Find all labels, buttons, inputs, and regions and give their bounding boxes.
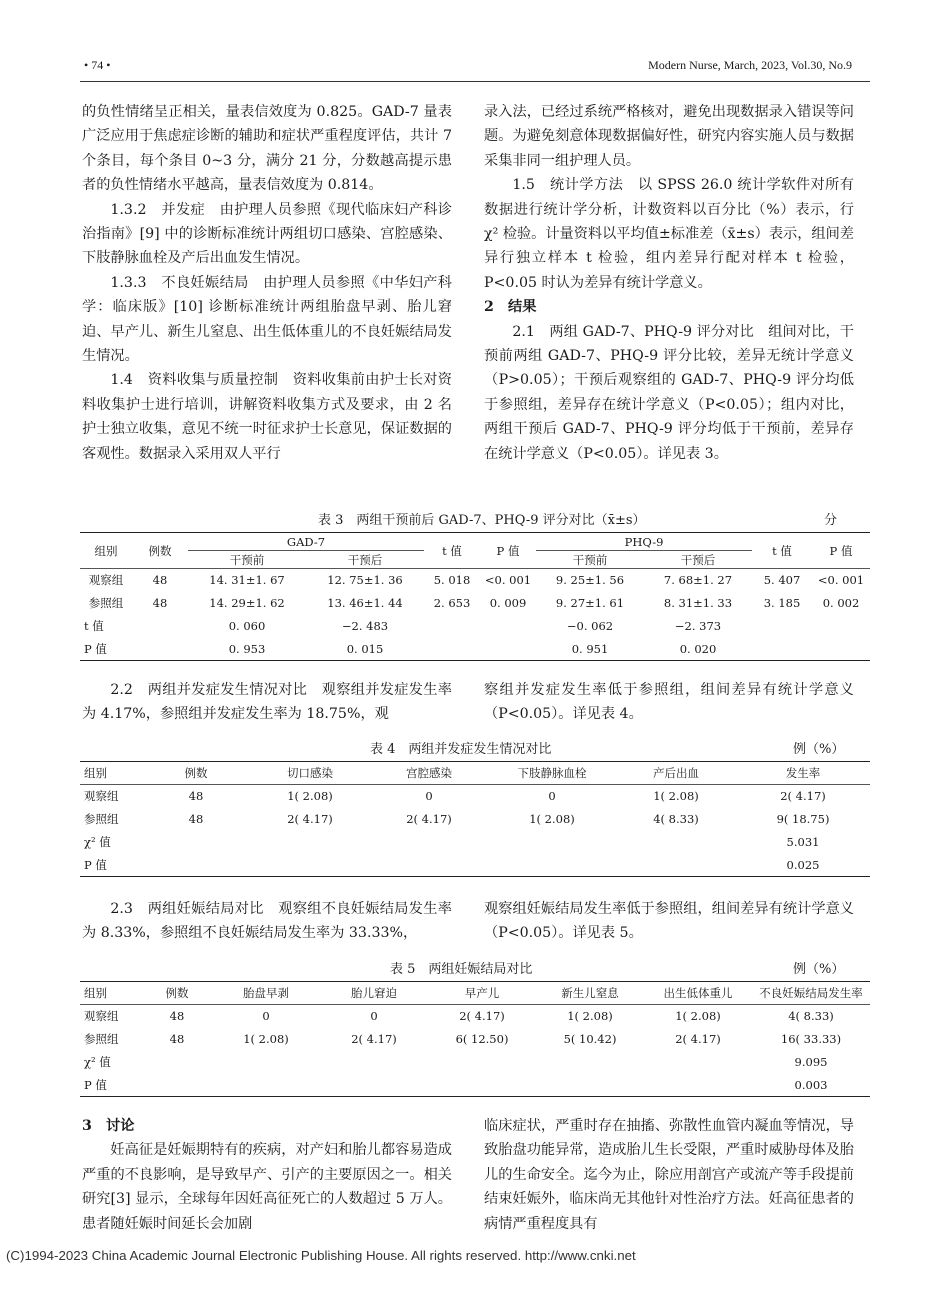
col-header-group: PHQ-9 — [536, 533, 752, 551]
section-heading: 3 讨论 — [82, 1118, 135, 1134]
cell: 48 — [142, 1005, 212, 1028]
cell: 16( 33.33) — [780, 1032, 842, 1046]
table-5-title: 表 5 两组妊娠结局对比 — [390, 962, 533, 977]
cell: 2( 4.17) — [428, 1005, 536, 1028]
cell: 0. 060 — [228, 619, 266, 633]
table-row — [80, 1051, 870, 1074]
table-row — [80, 808, 870, 831]
cell: 1( 2.08) — [250, 785, 370, 808]
col-header: 新生儿窒息 — [536, 982, 644, 1005]
cell: −2. 483 — [341, 619, 389, 633]
table-3-title: 表 3 两组干预前后 GAD-7、PHQ-9 评分对比（x̄±s） — [318, 513, 646, 528]
journal-citation: Modern Nurse, March, 2023, Vol.30, No.9 — [648, 58, 852, 72]
cell: 0 — [320, 1005, 428, 1028]
paragraph: 1.5 统计学方法 以 SPSS 26.0 统计学软件对所有数据进行统计学分析，计数资料以百分比（%）表示，行 χ² 检验。计量资料以平均值±标准差（x̄±s）表示，组间差异行独立样本 t 检验，组内差异行配对样本 t 检验，P<0.05 时认为差异有统计学意义。 — [484, 177, 854, 291]
cell: 9. 25±1. 56 — [536, 569, 644, 592]
cell: 5.031 — [786, 835, 820, 849]
cell: 观察组 — [80, 785, 142, 808]
col-header: 组别 — [80, 982, 142, 1005]
cell: 1( 2.08) — [536, 1005, 644, 1028]
paragraph: 1.3.2 并发症 由护理人员参照《现代临床妇产科诊治指南》[9] 中的诊断标准统计两组切口感染、宫腔感染、下肢静脉血栓及产后出血发生情况。 — [82, 201, 452, 267]
table-row — [80, 569, 870, 592]
cell: 0. 009 — [489, 596, 527, 610]
paragraph: 2.2 两组并发症发生情况对比 观察组并发症发生率为 4.17%，参照组并发症发生率为 18.75%，观 — [82, 682, 452, 723]
cell: 5( 10.42) — [563, 1032, 617, 1046]
col-header: 宫腔感染 — [370, 762, 488, 785]
cell: 2( 4.17) — [406, 812, 452, 826]
col-header: 胎盘早剥 — [212, 982, 320, 1005]
cell: 0 — [212, 1005, 320, 1028]
cell: 13. 46±1. 44 — [327, 596, 403, 610]
cell: 观察组 — [80, 1005, 142, 1028]
col-header: 干预后 — [306, 551, 424, 569]
cell: 0. 953 — [188, 638, 306, 661]
cell: 2( 4.17) — [736, 785, 870, 808]
cell: 9( 18.75) — [776, 812, 830, 826]
table-row — [80, 831, 870, 854]
cell: 0.003 — [752, 1074, 870, 1097]
cell: 2( 4.17) — [675, 1032, 721, 1046]
col-header: 组别 — [80, 533, 132, 569]
cell: 2. 653 — [433, 596, 471, 610]
table-row — [80, 615, 870, 638]
table-row — [80, 854, 870, 877]
col-header: 胎儿窘迫 — [320, 982, 428, 1005]
cell: −0. 062 — [566, 619, 614, 633]
col-header: 切口感染 — [250, 762, 370, 785]
header-rule — [80, 81, 870, 82]
cell: 7. 68±1. 27 — [644, 569, 752, 592]
row-label: P 值 — [80, 638, 132, 661]
paragraph: 录入法，已经过系统严格核对，避免出现数据录入错误等问题。为避免刻意体现数据偏好性，研究内容实施人员与数据采集非同一组护理人员。 — [484, 104, 854, 169]
cell: 0. 015 — [306, 638, 424, 661]
row-label: χ² 值 — [84, 835, 111, 849]
paragraph: 1.4 资料收集与质量控制 资料收集前由护士长对资料收集护士进行培训，讲解资料收集方式及要求，由 2 名护士独立收集，意见不统一时征求护士长意见，保证数据的客观性。数据录入采用双人平行 — [82, 372, 452, 462]
paragraph: 2.1 两组 GAD-7、PHQ-9 评分对比 组间对比，干预前两组 GAD-7、PHQ-9 评分比较，差异无统计学意义（P>0.05）；干预后观察组的 GAD-7、PHQ-9 评分均低于参照组，差异存在统计学意义（P<0.05）；组内对比，两组干预后 GAD-7、PHQ-9 评分均低于干预前，差异存在统计学意义（P<0.05）。详见表 3。 — [484, 323, 854, 462]
discussion-right-column — [484, 1114, 854, 1236]
paragraph: 观察组妊娠结局发生率低于参照组，组间差异有统计学意义（P<0.05）。详见表 5。 — [484, 901, 854, 942]
cell: 12. 75±1. 36 — [306, 569, 424, 592]
cell: 0 — [370, 785, 488, 808]
cell: 参照组 — [84, 1032, 119, 1046]
col-header: 早产儿 — [428, 982, 536, 1005]
mid2-left-column — [82, 897, 452, 946]
table-3-unit: 分 — [824, 513, 838, 528]
paragraph: 察组并发症发生率低于参照组，组间差异有统计学意义（P<0.05）。详见表 4。 — [484, 682, 854, 723]
col-header: 例数 — [142, 982, 212, 1005]
paragraph: 1.3.3 不良妊娠结局 由护理人员参照《中华妇产科学：临床版》[10] 诊断标准统计两组胎盘早剥、胎儿窘迫、早产儿、新生儿窒息、出生低体重儿的不良妊娠结局发生情况。 — [82, 274, 452, 365]
table-row — [80, 1028, 870, 1051]
col-header: 干预前 — [188, 551, 306, 569]
cell: −2. 373 — [674, 619, 722, 633]
cell: <0. 001 — [480, 569, 536, 592]
table-row — [80, 592, 870, 615]
col-header: 干预后 — [644, 551, 752, 569]
cell: 0. 002 — [822, 596, 860, 610]
cell: 48 — [142, 785, 250, 808]
paragraph: 临床症状，严重时存在抽搐、弥散性血管内凝血等情况，导致胎盘功能异常，造成胎儿生长受限，严重时威胁母体及胎儿的生命安全。迄今为止，除应用剖宫产或流产等手段提前结束妊娠外，临床尚无其他针对性治疗方法。妊高征患者的病情严重程度具有 — [484, 1118, 854, 1232]
discussion-left-column — [82, 1114, 452, 1236]
cell: 6( 12.50) — [455, 1032, 509, 1046]
cell: 参照组 — [84, 812, 119, 826]
table-4-title: 表 4 两组并发症发生情况对比 — [370, 742, 552, 757]
cell: 1( 2.08) — [529, 812, 575, 826]
mid2-right-column — [484, 897, 854, 946]
cell: 观察组 — [80, 569, 132, 592]
cell: 0. 020 — [644, 638, 752, 661]
cell: 4( 8.33) — [653, 812, 699, 826]
cell: 48 — [132, 569, 188, 592]
cell: 14. 29±1. 62 — [209, 596, 285, 610]
cell: 14. 31±1. 67 — [188, 569, 306, 592]
paragraph: 妊高征是妊娠期特有的疾病，对产妇和胎儿都容易造成严重的不良影响，是导致早产、引产的主要原因之一。相关研究[3] 显示，全球每年因妊高征死亡的人数超过 5 万人。患者随妊娠时间延长会加剧 — [82, 1142, 452, 1232]
col-header: t 值 — [752, 533, 812, 569]
cell: 9. 27±1. 61 — [555, 596, 625, 610]
cell: 0.025 — [736, 854, 870, 877]
copyright-footer: (C)1994-2023 China Academic Journal Electronic Publishing House. All rights reserved. http://www.cnki.net — [6, 1248, 636, 1263]
col-header: t 值 — [424, 533, 480, 569]
table-row — [80, 1005, 870, 1028]
table-row — [80, 785, 870, 808]
cell: 0 — [488, 785, 616, 808]
cell: 5. 018 — [424, 569, 480, 592]
cell: 2( 4.17) — [287, 812, 333, 826]
paragraph: 的负性情绪呈正相关，量表信效度为 0.825。GAD-7 量表广泛应用于焦虑症诊断的辅助和症状严重程度评估，共计 7 个条目，每个条目 0~3 分，满分 21 分，分数越高提示患者的负性情绪水平越高，量表信效度为 0.814。 — [82, 104, 452, 194]
cell: 48 — [169, 1032, 185, 1046]
cell: 48 — [152, 596, 168, 610]
cell: 4( 8.33) — [752, 1005, 870, 1028]
cell: 1( 2.08) — [616, 785, 736, 808]
cell: 3. 185 — [763, 596, 801, 610]
col-header: P 值 — [812, 533, 870, 569]
cell: 2( 4.17) — [351, 1032, 397, 1046]
col-header: 干预前 — [536, 551, 644, 569]
mid-left-column — [82, 678, 452, 727]
top-left-column — [82, 100, 452, 466]
page-number: • 74 • — [84, 58, 111, 72]
cell: 5. 407 — [752, 569, 812, 592]
paragraph: 2.3 两组妊娠结局对比 观察组不良妊娠结局发生率为 8.33%，参照组不良妊娠结局发生率为 33.33%， — [82, 901, 452, 942]
col-header: 下肢静脉血栓 — [488, 762, 616, 785]
row-label: P 值 — [80, 1074, 142, 1097]
cell: 参照组 — [88, 596, 124, 610]
cell: 9.095 — [794, 1055, 828, 1069]
table-row — [80, 1074, 870, 1097]
col-header: 产后出血 — [616, 762, 736, 785]
cell: <0. 001 — [812, 569, 870, 592]
section-heading: 2 结果 — [484, 299, 537, 316]
col-header: 不良妊娠结局发生率 — [752, 982, 870, 1005]
col-header: 发生率 — [736, 762, 870, 785]
col-header-group: GAD-7 — [188, 533, 424, 551]
cell: 1( 2.08) — [644, 1005, 752, 1028]
col-header: 例数 — [132, 533, 188, 569]
cell: 1( 2.08) — [243, 1032, 289, 1046]
cell: 0. 951 — [536, 638, 644, 661]
table-4 — [80, 761, 870, 877]
col-header: 出生低体重儿 — [644, 982, 752, 1005]
cell: 48 — [188, 812, 204, 826]
cell: 8. 31±1. 33 — [663, 596, 733, 610]
table-row — [80, 638, 870, 661]
col-header: P 值 — [480, 533, 536, 569]
row-label: t 值 — [84, 619, 104, 633]
table-3 — [80, 532, 870, 661]
table-5 — [80, 981, 870, 1097]
row-label: χ² 值 — [84, 1055, 111, 1069]
table-5-unit: 例（%） — [793, 962, 845, 977]
top-right-column — [484, 100, 854, 466]
col-header: 组别 — [80, 762, 142, 785]
mid-right-column — [484, 678, 854, 727]
col-header: 例数 — [142, 762, 250, 785]
table-4-unit: 例（%） — [793, 742, 845, 757]
row-label: P 值 — [80, 854, 142, 877]
